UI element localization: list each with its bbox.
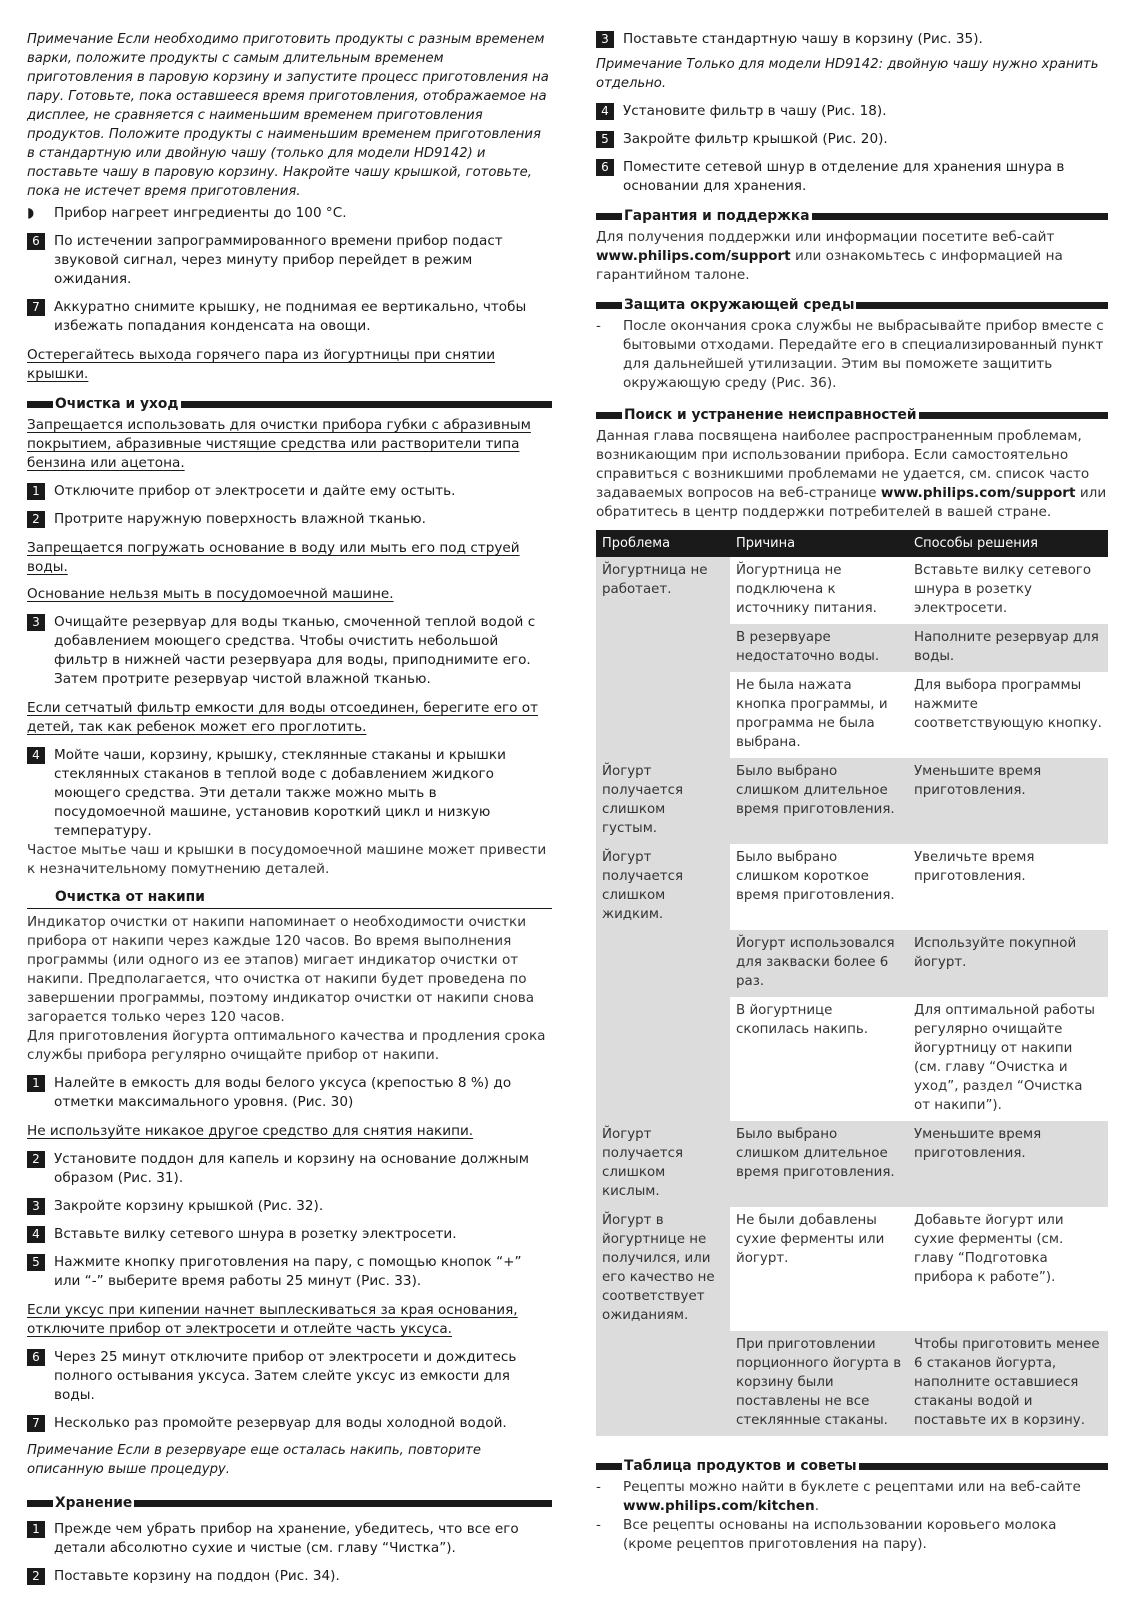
storage-step-3	[596, 30, 1108, 49]
right-column	[596, 30, 1108, 1554]
solution-cell: Наполните резервуар для воды.	[908, 624, 1108, 672]
storage-step-1	[27, 1520, 552, 1558]
cause-cell: Не была нажата кнопка программы, и программа не была выбрана.	[730, 672, 908, 758]
problem-cell: Йогурт в йогуртнице не получился, или его качество не соответствует ожиданиям.	[596, 1207, 730, 1331]
table-row	[596, 1331, 1108, 1436]
intro-note: Примечание Если необходимо приготовить продукты с разным временем варки, положите продукты с самым длительным временем приготовления в паровую корзину и запустите процесс приготовления на пару. Готовьте, пока оставшееся время приготовления, отображаемое на дисплее, не сравняется с наименьшим временем приготовления продуктов. Положите продукты с наименьшим временем приготовления в стандартную или двойную чашу (только для модели HD9142) и поставьте чашу в паровую корзину. Накройте чашу крышкой, готовьте, пока не истечет время приготовления.	[27, 32, 549, 199]
cleaning-step-1	[27, 482, 552, 501]
left-column	[27, 30, 552, 1586]
step-number: 2	[27, 1568, 45, 1585]
problem-cell: Йогурт получается слишком кислым.	[596, 1121, 730, 1207]
table-row	[596, 672, 1108, 758]
step-text: Несколько раз промойте резервуар для воды холодной водой.	[54, 1415, 507, 1431]
warning-water: Запрещается погружать основание в воду или мыть его под струей воды.	[27, 540, 520, 575]
section-heading-products: Таблица продуктов и советы	[596, 1458, 1108, 1474]
step-text: Закройте корзину крышкой (Рис. 32).	[54, 1198, 324, 1214]
problem-cell	[596, 624, 730, 672]
step-number: 4	[596, 103, 614, 120]
warning-other-agents: Не используйте никакое другое средство для снятия накипи.	[27, 1123, 474, 1139]
bullet-mark: ◗	[27, 205, 35, 221]
products-text: Все рецепты основаны на использовании коровьего молока (кроме рецептов приготовления на пару).	[623, 1517, 1057, 1552]
step-text: Вставьте вилку сетевого шнура в розетку электросети.	[54, 1226, 457, 1242]
cleaning-step-4	[27, 746, 552, 841]
warning-vinegar: Если уксус при кипении начнет выплескиваться за края основания, отключите прибор от электросети и отлейте часть уксуса.	[27, 1302, 518, 1337]
step-number: 7	[27, 299, 45, 316]
storage-step-2	[27, 1567, 552, 1586]
cause-cell: Было выбрано слишком длительное время приготовления.	[730, 1121, 908, 1207]
step-number: 3	[596, 31, 614, 48]
step-text: Прежде чем убрать прибор на хранение, убедитесь, что все его детали абсолютно сухие и чистые (см. главу “Чистка”).	[54, 1521, 519, 1556]
bullet-item	[27, 204, 552, 223]
kitchen-link[interactable]: www.philips.com/kitchen	[623, 1498, 815, 1514]
guarantee-text: Для получения поддержки или информации посетите веб-сайт www.philips.com/support или ознакомьтесь с информацией на гарантийном талоне.	[596, 229, 1063, 283]
problem-cell: Йогурт получается слишком густым.	[596, 758, 730, 844]
table-row	[596, 844, 1108, 930]
step-7	[27, 298, 552, 336]
solution-cell: Вставьте вилку сетевого шнура в розетку электросети.	[908, 557, 1108, 624]
problem-cell: Йогуртница не работает.	[596, 557, 730, 624]
step-text: Протрите наружную поверхность влажной тканью.	[54, 511, 426, 527]
section-heading-troubleshooting: Поиск и устранение неисправностей	[596, 407, 1108, 423]
descaling-note: Примечание Если в резервуаре еще осталась накипь, повторите описанную выше процедуру.	[27, 1443, 481, 1477]
cause-cell: В йогуртнице скопилась накипь.	[730, 997, 908, 1121]
step-number: 6	[27, 1349, 45, 1366]
solution-cell: Уменьшите время приготовления.	[908, 758, 1108, 844]
support-link[interactable]: www.philips.com/support	[596, 248, 791, 264]
solution-cell: Увеличьте время приготовления.	[908, 844, 1108, 930]
step-number: 2	[27, 1151, 45, 1168]
step-number: 4	[27, 747, 45, 764]
cause-cell: Было выбрано слишком короткое время приготовления.	[730, 844, 908, 930]
step-text: Аккуратно снимите крышку, не поднимая ее вертикально, чтобы избежать попадания конденсата на овощи.	[54, 299, 527, 334]
step-number: 7	[27, 1415, 45, 1432]
dash-mark: -	[596, 318, 601, 334]
step-number: 1	[27, 1075, 45, 1092]
step-text: Установите поддон для капель и корзину на основание должным образом (Рис. 31).	[54, 1151, 530, 1186]
step-text: Поставьте стандартную чашу в корзину (Рис. 35).	[623, 31, 983, 47]
problem-cell	[596, 1331, 730, 1436]
products-item-1: - Рецепты можно найти в буклете с рецептами или на веб-сайте www.philips.com/kitchen.	[596, 1479, 1081, 1514]
section-heading-guarantee: Гарантия и поддержка	[596, 208, 1108, 224]
environment-text: После окончания срока службы не выбрасывайте прибор вместе с бытовыми отходами. Передайте его в специализированный пункт для дальнейшей утилизации. Этим вы поможете защитить окружающую среду (Рис. 36).	[623, 318, 1104, 391]
solution-cell: Для выбора программы нажмите соответствующую кнопку.	[908, 672, 1108, 758]
cause-cell: При приготовлении порционного йогурта в корзину были поставлены не все стеклянные стаканы.	[730, 1331, 908, 1436]
step-number: 1	[27, 483, 45, 500]
warning-filter: Если сетчатый фильтр емкости для воды отсоединен, берегите его от детей, так как ребенок может его проглотить.	[27, 700, 539, 735]
troubleshooting-table	[596, 530, 1108, 1436]
step-text: Поставьте корзину на поддон (Рис. 34).	[54, 1568, 340, 1584]
support-link[interactable]: www.philips.com/support	[880, 485, 1076, 501]
step-number: 6	[596, 159, 614, 176]
descaling-intro-2: Для приготовления йогурта оптимального качества и продления срока службы прибора регулярно очищайте прибор от накипи.	[27, 1028, 546, 1063]
table-row	[596, 997, 1108, 1121]
step-text: Через 25 минут отключите прибор от электросети и дождитесь полного остывания уксуса. Затем слейте уксус из емкости для воды.	[54, 1349, 517, 1403]
warning-abrasive: Запрещается использовать для очистки прибора губки с абразивным покрытием, абразивные чистящие средства или растворители типа бензина или ацетона.	[27, 417, 531, 471]
step-number: 5	[596, 131, 614, 148]
step-text: Налейте в емкость для воды белого уксуса (крепостью 8 %) до отметки максимального уровня. (Рис. 30)	[54, 1075, 512, 1110]
step-text: По истечении запрограммированного времени прибор подаст звуковой сигнал, через минуту прибор перейдет в режим ожидания.	[54, 233, 503, 287]
cause-cell: Йогуртница не подключена к источнику питания.	[730, 557, 908, 624]
bullet-text: Прибор нагреет ингредиенты до 100 °C.	[54, 205, 347, 221]
step-number: 3	[27, 1198, 45, 1215]
cleaning-step-4-note: Частое мытье чаш и крышки в посудомоечной машине может привести к незначительному помутнению деталей.	[27, 842, 547, 877]
step-number: 3	[27, 614, 45, 631]
descaling-step-1	[27, 1074, 552, 1112]
section-heading-storage: Хранение	[27, 1495, 552, 1511]
storage-step-5	[596, 130, 1108, 149]
cause-cell: В резервуаре недостаточно воды.	[730, 624, 908, 672]
step-6	[27, 232, 552, 289]
cause-cell: Было выбрано слишком длительное время приготовления.	[730, 758, 908, 844]
problem-cell	[596, 997, 730, 1121]
step-text: Мойте чаши, корзину, крышку, стеклянные стаканы и крышки стеклянных стаканов в теплой воде с добавлением жидкого моющего средства. Эти детали также можно мыть в посудомоечной машине, установив короткий цикл и низкую температуру.	[54, 747, 506, 839]
table-row	[596, 624, 1108, 672]
problem-cell	[596, 672, 730, 758]
cause-cell: Йогурт использовался для закваски более 6 раз.	[730, 930, 908, 997]
subsection-rule	[27, 908, 552, 909]
section-heading-environment: Защита окружающей среды	[596, 297, 1108, 313]
problem-cell: Йогурт получается слишком жидким.	[596, 844, 730, 930]
section-heading-cleaning: Очистка и уход	[27, 396, 552, 412]
step-number: 2	[27, 511, 45, 528]
step-text: Поместите сетевой шнур в отделение для хранения шнура в основании для хранения.	[623, 159, 1065, 194]
table-row	[596, 557, 1108, 624]
environment-item	[596, 317, 1108, 393]
dash-mark: -	[596, 1517, 601, 1533]
column-header: Проблема	[596, 530, 730, 557]
table-row	[596, 1207, 1108, 1331]
table-row	[596, 930, 1108, 997]
descaling-step-3	[27, 1197, 552, 1216]
table-header-row	[596, 530, 1108, 557]
step-text: Нажмите кнопку приготовления на пару, с помощью кнопок “+” или “-” выберите время работы 25 минут (Рис. 33).	[54, 1254, 522, 1289]
warning-dishwasher: Основание нельзя мыть в посудомоечной машине.	[27, 586, 394, 602]
descaling-intro: Индикатор очистки от накипи напоминает о необходимости очистки прибора от накипи через каждые 120 часов. Во время выполнения программы (или одного из ее этапов) мигает индикатор очистки от накипи. Предполагается, что очистка от накипи будет проведена по завершении программы, поэтому индикатор очистки от накипи снова загорается только через 120 часов.	[27, 914, 535, 1025]
descaling-step-6	[27, 1348, 552, 1405]
solution-cell: Используйте покупной йогурт.	[908, 930, 1108, 997]
storage-step-4	[596, 102, 1108, 121]
subsection-heading-descaling: Очистка от накипи	[55, 889, 205, 905]
warning-steam: Остерегайтесь выхода горячего пара из йогуртницы при снятии крышки.	[27, 347, 496, 382]
dash-mark: -	[596, 1479, 601, 1495]
step-number: 4	[27, 1226, 45, 1243]
step-number: 5	[27, 1254, 45, 1271]
solution-cell: Чтобы приготовить менее 6 стаканов йогурта, наполните оставшиеся стаканы водой и поставьте их в корзину.	[908, 1331, 1108, 1436]
descaling-step-5	[27, 1253, 552, 1291]
step-number: 1	[27, 1521, 45, 1538]
storage-note: Примечание Только для модели HD9142: двойную чашу нужно хранить отдельно.	[596, 57, 1099, 91]
descaling-step-7	[27, 1414, 552, 1433]
step-text: Отключите прибор от электросети и дайте ему остыть.	[54, 483, 456, 499]
step-number: 6	[27, 233, 45, 250]
products-item-2	[596, 1516, 1108, 1554]
step-text: Очищайте резервуар для воды тканью, смоченной теплой водой с добавлением моющего средства. Чтобы очистить небольшой фильтр в нижней части резервуара для воды, приподнимите его. Затем протрите резервуар чистой влажной тканью.	[54, 614, 536, 687]
column-header: Способы решения	[908, 530, 1108, 557]
cleaning-step-2	[27, 510, 552, 529]
cause-cell: Не были добавлены сухие ферменты или йогурт.	[730, 1207, 908, 1331]
problem-cell	[596, 930, 730, 997]
solution-cell: Добавьте йогурт или сухие ферменты (см. главу “Подготовка прибора к работе”).	[908, 1207, 1108, 1331]
descaling-step-4	[27, 1225, 552, 1244]
descaling-step-2	[27, 1150, 552, 1188]
solution-cell: Уменьшите время приготовления.	[908, 1121, 1108, 1207]
solution-cell: Для оптимальной работы регулярно очищайте йогуртницу от накипи (см. главу “Очистка и уход”, раздел “Очистка от накипи”).	[908, 997, 1108, 1121]
cleaning-step-3	[27, 613, 552, 689]
table-row	[596, 758, 1108, 844]
table-row	[596, 1121, 1108, 1207]
column-header: Причина	[730, 530, 908, 557]
storage-step-6	[596, 158, 1108, 196]
troubleshooting-intro: Данная глава посвящена наиболее распространенным проблемам, возникающим при использовании прибора. Если самостоятельно справиться с возникшими проблемами не удается, см. список часто задаваемых вопросов на веб-странице www.philips.com/support или обратитесь в центр поддержки потребителей в вашей стране.	[596, 428, 1107, 520]
step-text: Закройте фильтр крышкой (Рис. 20).	[623, 131, 888, 147]
step-text: Установите фильтр в чашу (Рис. 18).	[623, 103, 887, 119]
